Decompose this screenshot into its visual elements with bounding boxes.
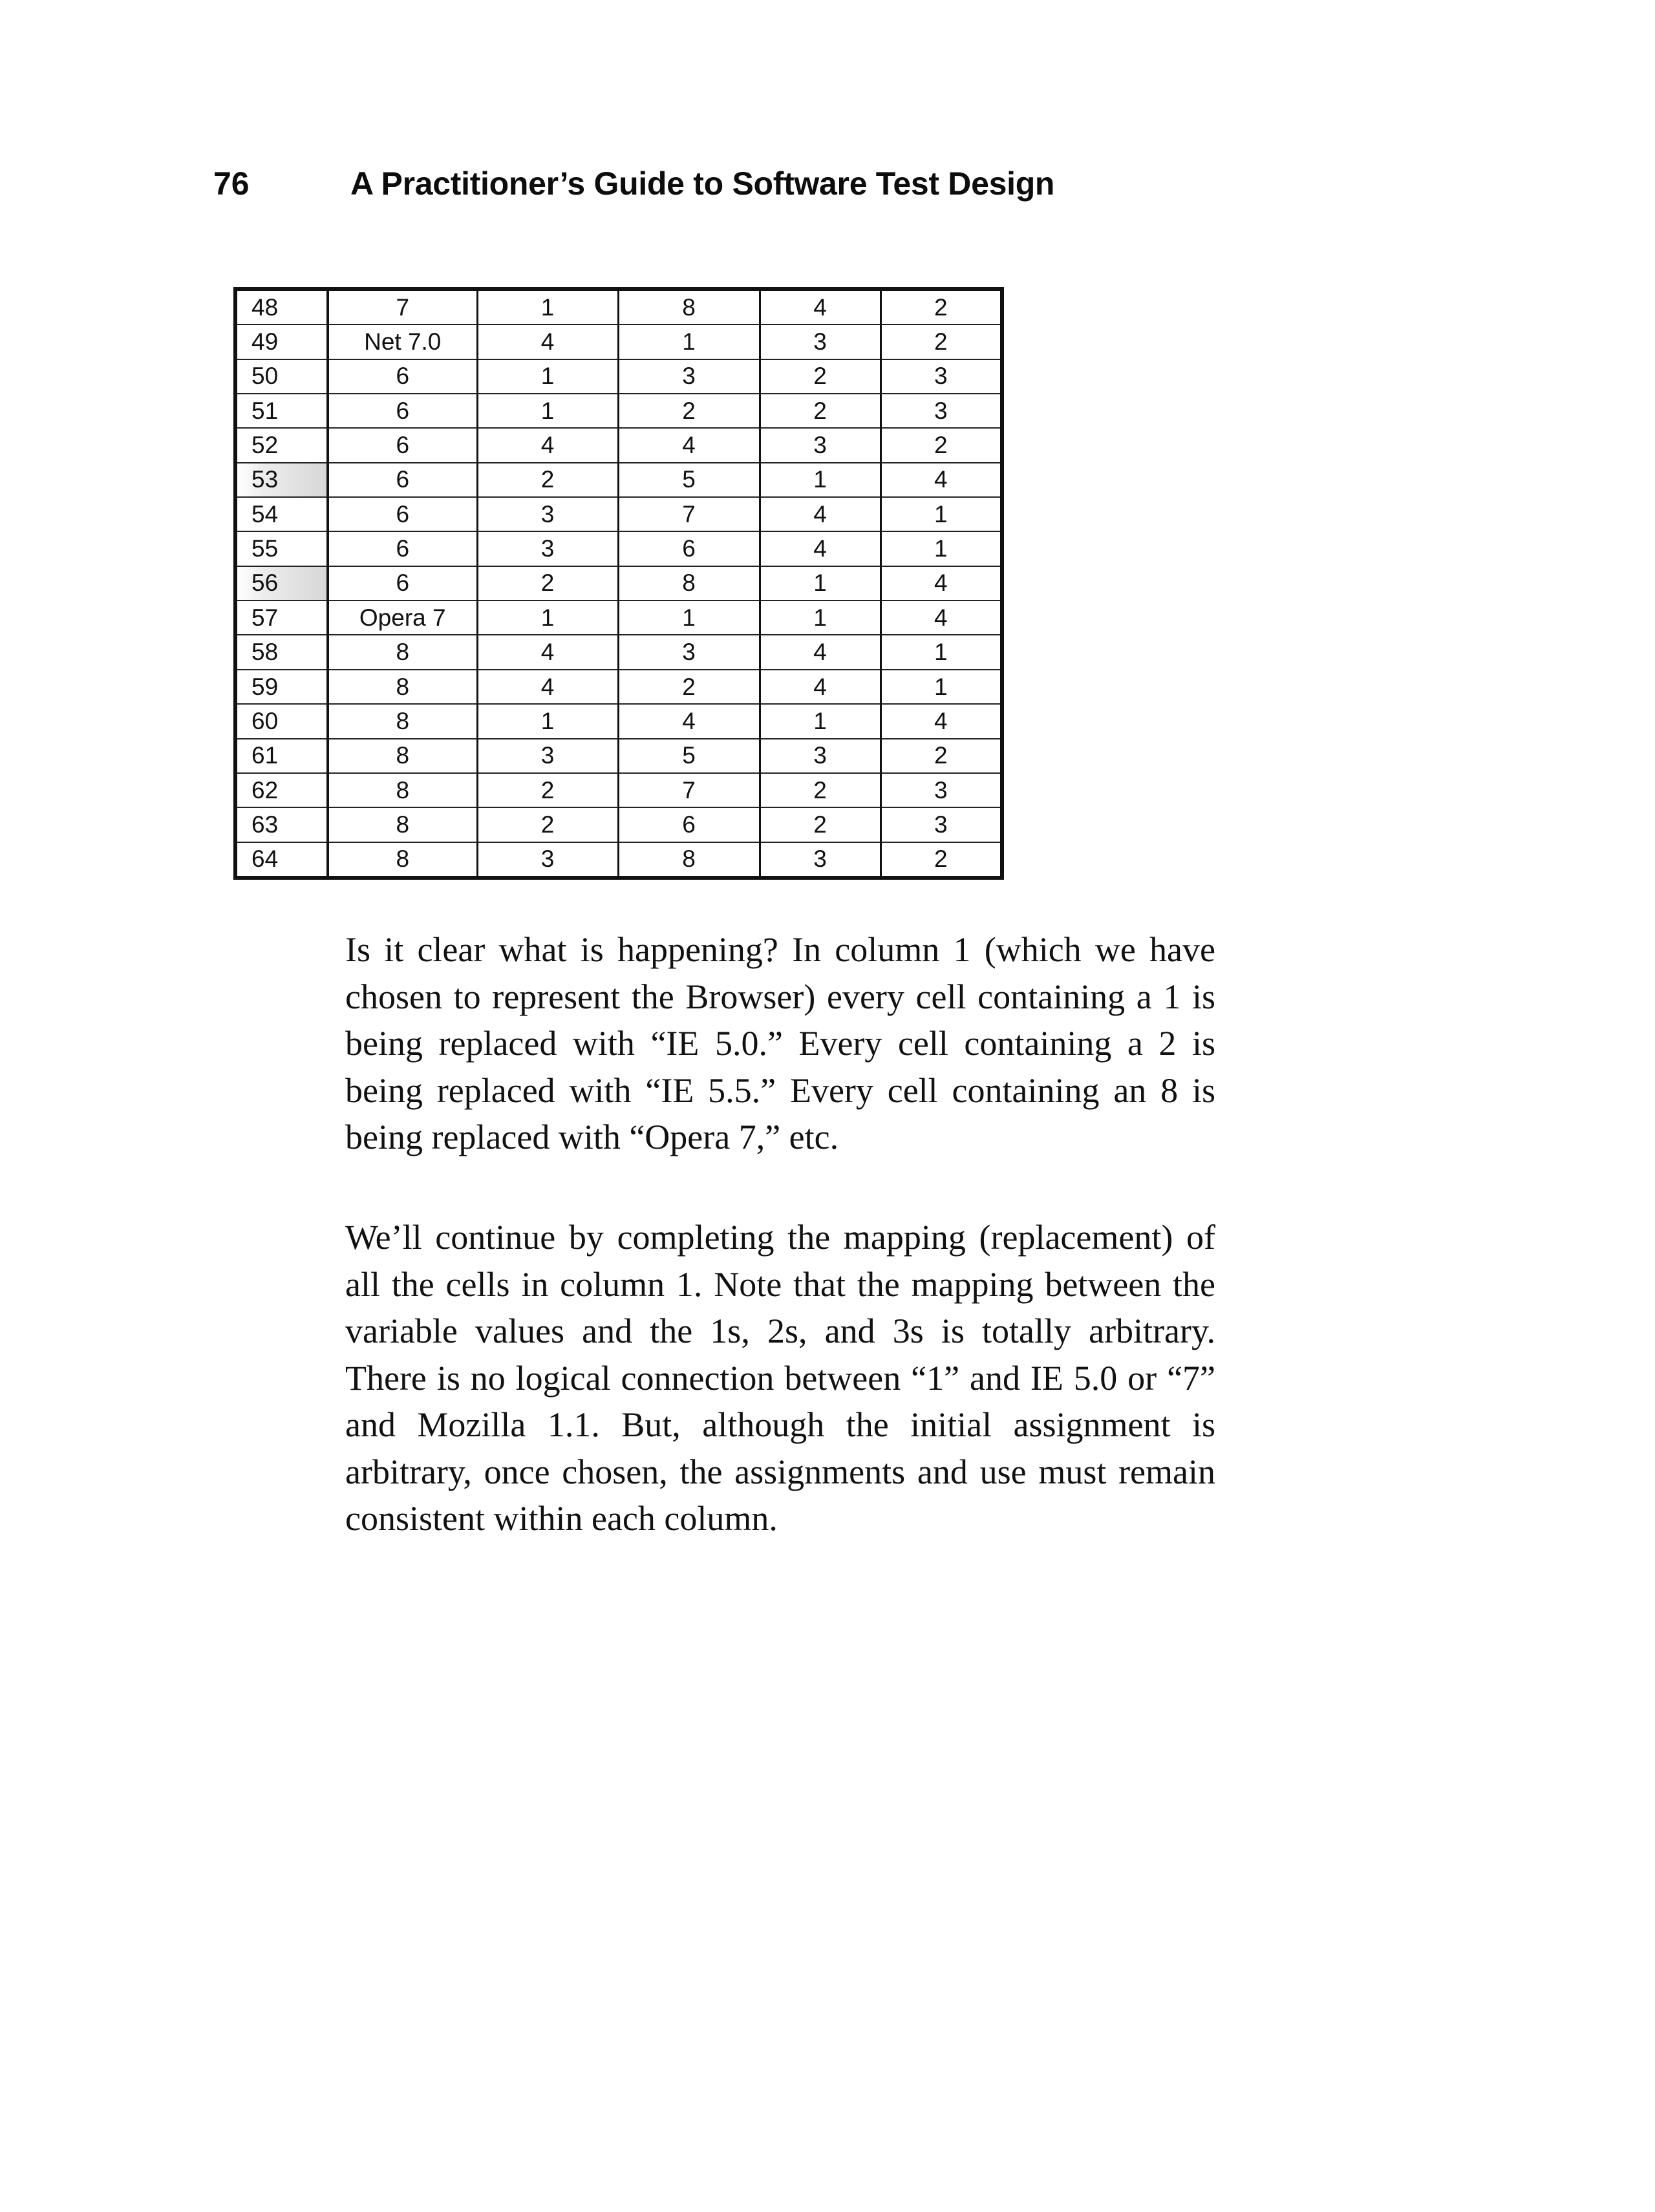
table-cell: 4 <box>477 635 618 669</box>
row-number-cell: 57 <box>235 601 328 635</box>
table-row <box>235 566 1002 601</box>
row-number-cell: 52 <box>235 428 328 462</box>
table-cell: 3 <box>760 324 881 359</box>
table-cell: 4 <box>477 324 618 359</box>
data-table <box>233 287 1004 880</box>
table-cell: 8 <box>328 842 477 878</box>
table-cell: 2 <box>760 359 881 394</box>
table-cell: 1 <box>760 566 881 601</box>
table-cell: 2 <box>881 324 1002 359</box>
row-number-cell: 49 <box>235 324 328 359</box>
table-cell: 1 <box>618 324 760 359</box>
table-cell: 8 <box>618 566 760 601</box>
row-number-cell: 56 <box>235 566 328 601</box>
table-cell: 5 <box>618 739 760 773</box>
row-number-cell: 59 <box>235 670 328 704</box>
table-cell: 1 <box>477 601 618 635</box>
orthogonal-array-table <box>233 287 1000 880</box>
table-cell: 1 <box>477 359 618 394</box>
table-row <box>235 601 1002 635</box>
table-cell: 1 <box>477 289 618 324</box>
table-cell: 1 <box>881 531 1002 566</box>
table-row <box>235 773 1002 807</box>
table-cell: 7 <box>618 773 760 807</box>
table-cell: 4 <box>477 428 618 462</box>
table-row <box>235 324 1002 359</box>
row-number-cell: 62 <box>235 773 328 807</box>
table-body <box>235 289 1002 878</box>
row-number-cell: 53 <box>235 463 328 497</box>
table-cell: 1 <box>760 704 881 738</box>
table-cell: 3 <box>618 359 760 394</box>
table-cell: 3 <box>881 773 1002 807</box>
table-cell: 8 <box>618 289 760 324</box>
table-row <box>235 842 1002 878</box>
table-row <box>235 463 1002 497</box>
table-cell: 6 <box>328 497 477 531</box>
table-cell: Net 7.0 <box>328 324 477 359</box>
row-number-cell: 63 <box>235 807 328 842</box>
table-row <box>235 428 1002 462</box>
row-number-cell: 54 <box>235 497 328 531</box>
table-cell: 2 <box>881 289 1002 324</box>
row-number-cell: 60 <box>235 704 328 738</box>
table-cell: 6 <box>618 807 760 842</box>
running-title: A Practitioner’s Guide to Software Test Design <box>350 165 1055 202</box>
table-row <box>235 704 1002 738</box>
row-number-cell: 55 <box>235 531 328 566</box>
table-row <box>235 394 1002 428</box>
body-paragraph-1: Is it clear what is happening? In column 1 (which we have chosen to represent the Browser) every cell containing a 1 is being replaced with “IE 5.0.” Every cell containing a 2 is being replaced with “IE 5.5.” Every cell containing an 8 is being replaced with “Opera 7,” etc. <box>345 930 1215 1156</box>
table-cell: 4 <box>477 670 618 704</box>
table-cell: 3 <box>618 635 760 669</box>
table-cell: 1 <box>881 670 1002 704</box>
table-cell: 1 <box>477 704 618 738</box>
table-cell: 4 <box>760 289 881 324</box>
table-cell: 3 <box>881 807 1002 842</box>
table-cell: 4 <box>881 566 1002 601</box>
running-head <box>213 158 1054 209</box>
table-cell: 3 <box>760 842 881 878</box>
table-cell: 3 <box>881 394 1002 428</box>
row-number-cell: 48 <box>235 289 328 324</box>
table-cell: 6 <box>328 531 477 566</box>
table-cell: 4 <box>881 704 1002 738</box>
table-cell: 2 <box>760 773 881 807</box>
table-cell: 3 <box>760 428 881 462</box>
table-cell: 4 <box>760 635 881 669</box>
table-cell: Opera 7 <box>328 601 477 635</box>
table-cell: 6 <box>328 359 477 394</box>
table-row <box>235 807 1002 842</box>
table-cell: 8 <box>618 842 760 878</box>
table-cell: 2 <box>881 739 1002 773</box>
table-cell: 4 <box>760 670 881 704</box>
table-cell: 2 <box>477 463 618 497</box>
table-cell: 2 <box>477 566 618 601</box>
table-row <box>235 359 1002 394</box>
table-cell: 8 <box>328 635 477 669</box>
table-cell: 4 <box>618 428 760 462</box>
table-cell: 1 <box>618 601 760 635</box>
table-cell: 8 <box>328 773 477 807</box>
table-cell: 1 <box>760 601 881 635</box>
table-cell: 6 <box>328 394 477 428</box>
table-row <box>235 497 1002 531</box>
table-cell: 6 <box>328 566 477 601</box>
table-cell: 8 <box>328 739 477 773</box>
table-cell: 4 <box>760 497 881 531</box>
table-cell: 6 <box>618 531 760 566</box>
table-cell: 1 <box>881 635 1002 669</box>
table-cell: 8 <box>328 670 477 704</box>
table-cell: 4 <box>881 463 1002 497</box>
row-number-cell: 61 <box>235 739 328 773</box>
table-cell: 2 <box>760 394 881 428</box>
table-cell: 2 <box>881 428 1002 462</box>
table-cell: 8 <box>328 704 477 738</box>
table-cell: 7 <box>328 289 477 324</box>
table-cell: 2 <box>477 807 618 842</box>
table-cell: 3 <box>477 497 618 531</box>
table-cell: 4 <box>618 704 760 738</box>
table-cell: 8 <box>328 807 477 842</box>
table-cell: 3 <box>477 531 618 566</box>
body-paragraph-2: We’ll continue by completing the mapping (replacement) of all the cells in column 1. Note that the mapping between the variable values and the 1s, 2s, and 3s is totally arbitrary. There is no logical connection between “1” and IE 5.0 or “7” and Mozilla 1.1. But, although the initial assignment is arbitrary, once chosen, the assignments and use must remain consistent within each column. <box>345 1218 1215 1538</box>
table-cell: 2 <box>881 842 1002 878</box>
table-cell: 4 <box>881 601 1002 635</box>
table-cell: 5 <box>618 463 760 497</box>
table-cell: 1 <box>881 497 1002 531</box>
table-cell: 2 <box>618 394 760 428</box>
table-cell: 4 <box>760 531 881 566</box>
table-row <box>235 739 1002 773</box>
table-cell: 3 <box>477 842 618 878</box>
table-cell: 7 <box>618 497 760 531</box>
row-number-cell: 50 <box>235 359 328 394</box>
table-cell: 3 <box>881 359 1002 394</box>
table-cell: 2 <box>477 773 618 807</box>
row-number-cell: 58 <box>235 635 328 669</box>
page-number: 76 <box>213 165 250 202</box>
table-cell: 6 <box>328 463 477 497</box>
table-cell: 3 <box>760 739 881 773</box>
table-cell: 1 <box>477 394 618 428</box>
table-row <box>235 531 1002 566</box>
table-cell: 3 <box>477 739 618 773</box>
table-cell: 2 <box>760 807 881 842</box>
table-row <box>235 635 1002 669</box>
table-cell: 2 <box>618 670 760 704</box>
table-row <box>235 670 1002 704</box>
table-cell: 6 <box>328 428 477 462</box>
row-number-cell: 51 <box>235 394 328 428</box>
row-number-cell: 64 <box>235 842 328 878</box>
table-row <box>235 289 1002 324</box>
table-cell: 1 <box>760 463 881 497</box>
